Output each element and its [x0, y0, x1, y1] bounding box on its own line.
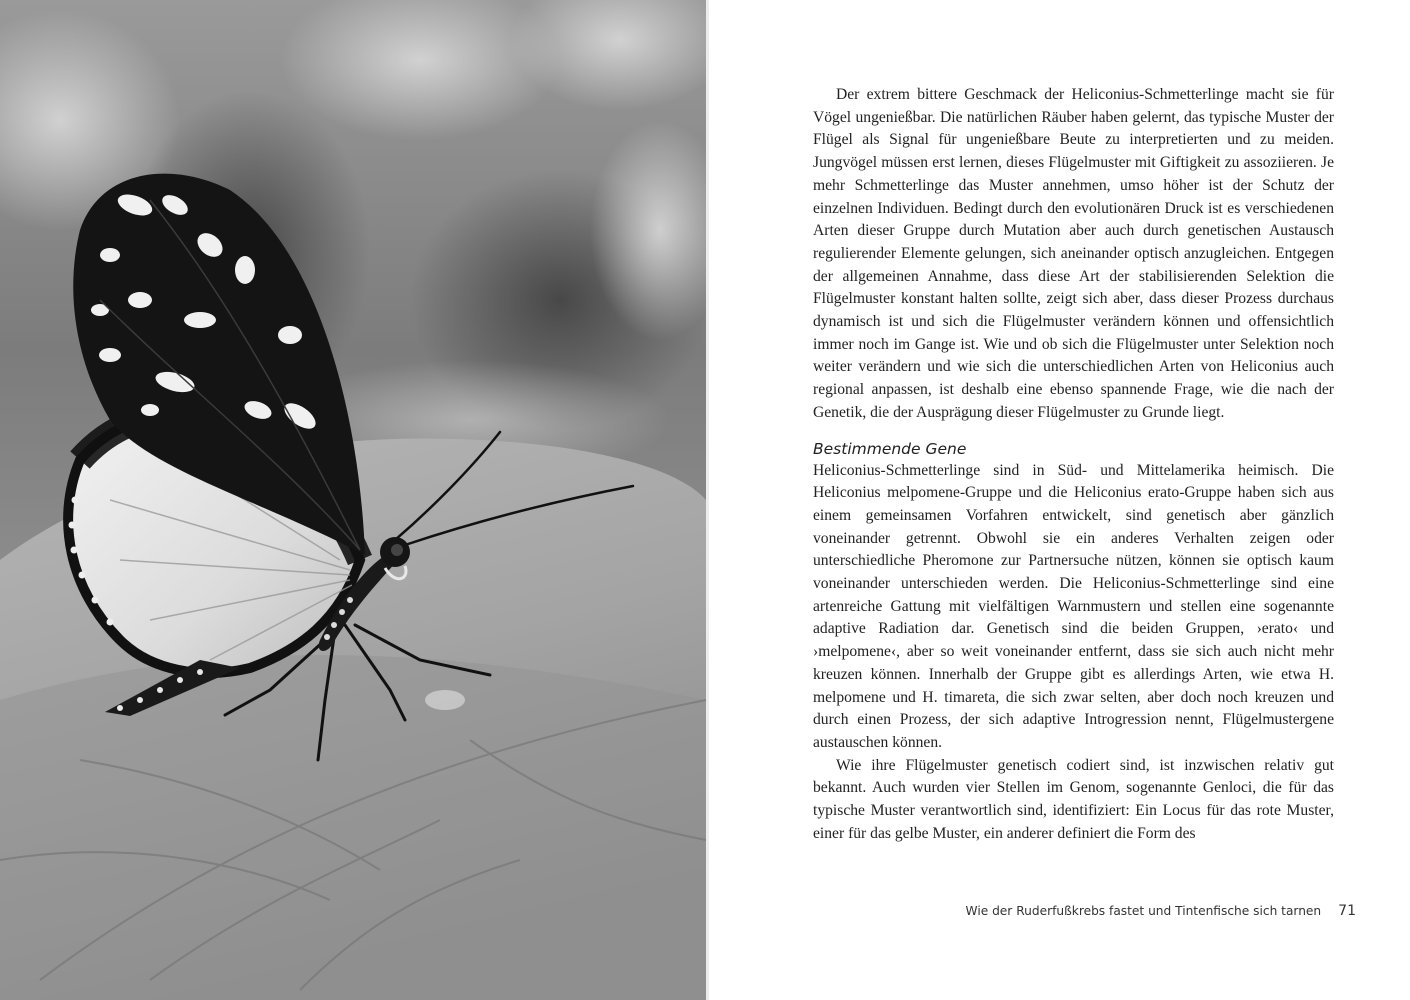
page-footer	[966, 903, 1356, 919]
running-title: Wie der Ruderfußkrebs fastet und Tintenfische sich tarnen	[965, 904, 1322, 918]
paragraph: Wie ihre Flügelmuster genetisch codiert sind, ist inzwischen relativ gut bekannt. Auch wurden vier Stellen im Genom, sogenannte Genloci, die für das typische Muster verantwortlich sind, identifiziert: Ein Locus für das rote Muster, einer für das gelbe Muster, ein anderer definiert die Form des	[813, 756, 1334, 842]
body-text	[813, 84, 1334, 846]
paragraph: Der extrem bittere Geschmack der Heliconius-Schmetterlinge macht sie für Vögel ungenießbar. Die natürlichen Räuber haben gelernt, das typische Muster der Flügel als Signal für ungenießbare Beute zu interpretierten und zu meiden. Jungvögel müssen erst lernen, dieses Flügelmuster mit Giftigkeit zu assoziieren. Je mehr Schmetterlinge das Muster annehmen, umso höher ist der Schutz der einzelnen Individuen. Bedingt durch den evolutionären Druck ist es verschiedenen Arten dieser Gruppe durch Mutation aber auch durch genetischen Austausch regulierender Elemente gelungen, sich aneinander optisch anzugleichen. Entgegen der allgemeinen Annahme, dass diese Art der stabilisierenden Selektion die Flügelmuster konstant halten sollte, zeigt sich aber, dass dieser Prozess durchaus dynamisch ist und sich die Flügelmuster verändern können und offensichtlich immer noch im Gange ist. Wie und ob sich die Flügelmuster unter Selektion noch weiter verändern und wie sich die unterschiedlichen Arten von Heliconius auch regional anpassen, ist deshalb eine ebenso spannende Frage, wie die nach der Genetik, die der Ausprägung dieser Flügelmuster zu Grunde liegt.	[813, 86, 1334, 421]
page-number: 71	[1338, 903, 1356, 919]
section-heading: Bestimmende Gene	[813, 439, 967, 458]
paragraph: Heliconius-Schmetterlinge sind in Süd- und Mittelamerika heimisch. Die Heliconius melpomene-Gruppe und die Heliconius erato-Gruppe haben sich aus einem gemeinsamen Vorfahren entwickelt, sind genetisch aber gänzlich voneinander getrennt. Obwohl sie ein anderes Verhalten zeigen oder unterschiedliche Pheromone zur Partnersuche nützen, können sie optisch kaum voneinander unterschieden werden. Die Heliconius-Schmetterlinge sind eine artenreiche Gattung mit vielfältigen Warnmustern und stellen eine sogenannte adaptive Radiation dar. Genetisch sind die beiden Gruppen, ›erato‹ und ›melpomene‹, aber so weit voneinander entfernt, dass sie sich auch nicht mehr kreuzen können. Innerhalb der Gruppe gibt es allerdings Arten, wie etwa H. melpomene und H. timareta, die sich zwar selten, aber doch noch kreuzen und durch einen Prozess, der sich adaptive Introgression nennt, Flügelmustergene austauschen können.	[813, 461, 1334, 751]
right-page-text	[709, 0, 1410, 1000]
